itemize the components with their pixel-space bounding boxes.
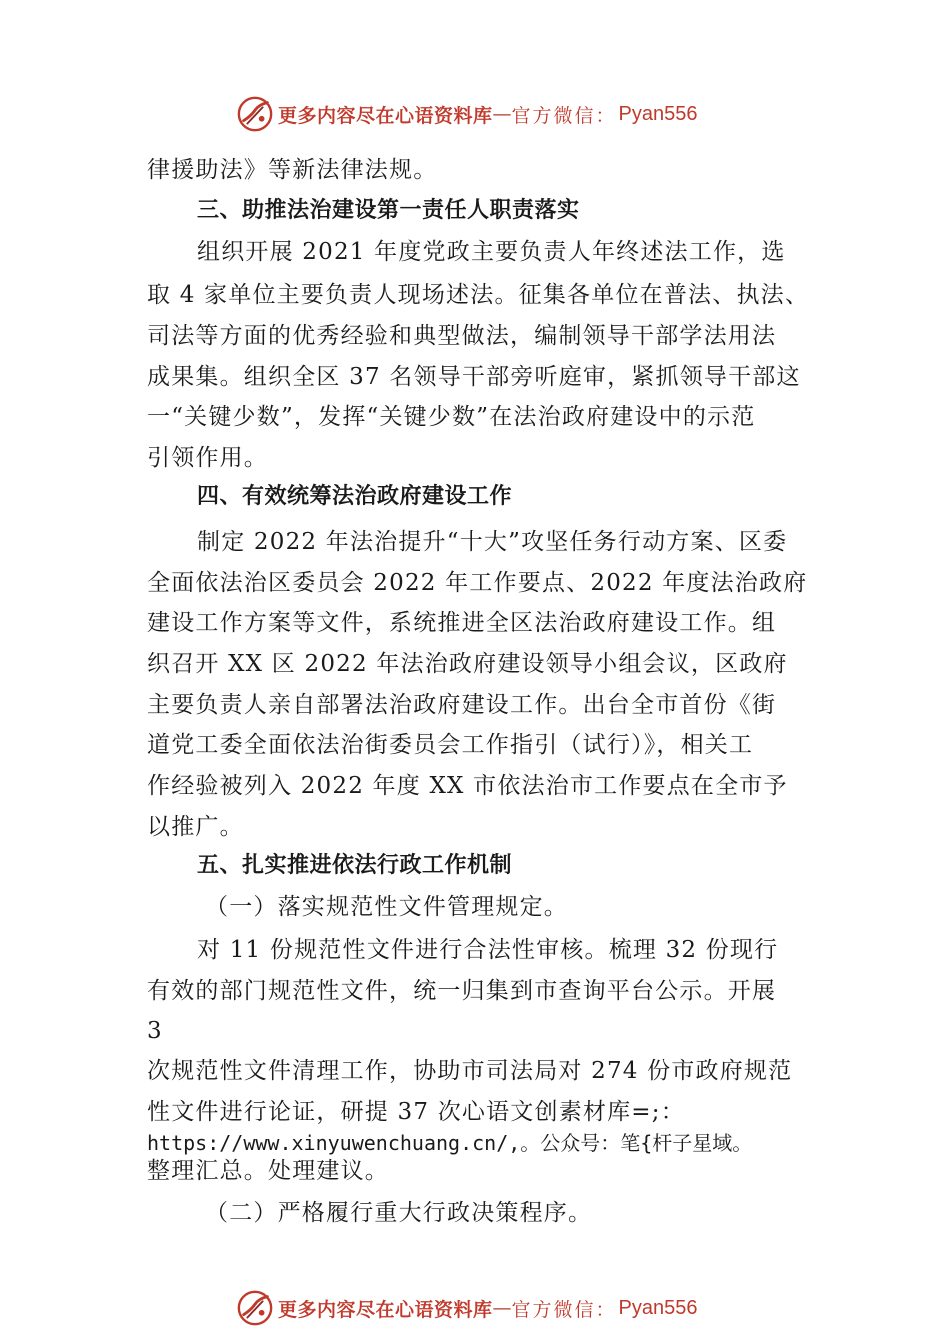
- subsection-heading: （二）严格履行重大行政决策程序。: [205, 1200, 593, 1226]
- text-line: 司法等方面的优秀经验和典型做法，编制领导干部学法用法: [147, 323, 777, 349]
- watermark-header: [236, 94, 698, 134]
- watermark-text: 更多内容尽在心语资料库: [278, 104, 493, 127]
- text-line: 主要负责人亲自部署法治政府建设工作。出台全市首份《街: [147, 692, 777, 718]
- subsection-heading: （一）落实规范性文件管理规定。: [205, 894, 568, 920]
- watermark-id: Pyan556: [618, 1296, 698, 1319]
- text-line: 成果集。组织全区 37 名领导干部旁听庭审，紧抓领导干部这: [147, 364, 801, 390]
- text-line: 以推广。: [147, 814, 244, 840]
- text-line: 3: [147, 1018, 163, 1044]
- watermark-dash: —: [492, 103, 512, 125]
- text-line: 制定 2022 年法治提升“十大”攻坚任务行动方案、区委: [197, 529, 788, 555]
- text-line: 织召开 XX 区 2022 年法治政府建设领导小组会议，区政府: [147, 651, 788, 677]
- watermark-label: 官方微信：: [511, 104, 617, 127]
- section-heading-3: 三、助推法治建设第一责任人职责落实: [197, 198, 580, 223]
- watermark-logo-icon: [236, 95, 274, 133]
- text-line: 建设工作方案等文件，系统推进全区法治政府建设工作。组: [147, 610, 777, 636]
- watermark-dash: —: [492, 1297, 512, 1319]
- watermark-logo-icon: [236, 1289, 274, 1327]
- text-line: 有效的部门规范性文件，统一归集到市查询平台公示。开展: [147, 978, 777, 1004]
- watermark-id: Pyan556: [618, 102, 698, 125]
- text-line: 作经验被列入 2022 年度 XX 市依法治市工作要点在全市予: [147, 773, 788, 799]
- text-line: 引领作用。: [147, 445, 268, 471]
- text-line: 全面依法治区委员会 2022 年工作要点、2022 年度法治政府: [147, 570, 808, 596]
- text-line: 对 11 份规范性文件进行合法性审核。梳理 32 份现行: [197, 937, 779, 963]
- watermark-footer: [236, 1288, 698, 1328]
- text-line: 取 4 家单位主要负责人现场述法。征集各单位在普法、执法、: [147, 282, 810, 308]
- text-line: 性文件进行论证，研提 37 次心语文创素材库=;：: [147, 1099, 685, 1125]
- watermark-label: 官方微信：: [511, 1298, 617, 1321]
- section-heading-5: 五、扎实推进依法行政工作机制: [197, 853, 513, 878]
- text-line: 一“关键少数”，发挥“关键少数”在法治政府建设中的示范: [147, 404, 756, 430]
- text-line: 组织开展 2021 年度党政主要负责人年终述法工作，选: [197, 239, 786, 265]
- text-line: 整理汇总。处理建议。: [147, 1158, 389, 1184]
- watermark-text: 更多内容尽在心语资料库: [278, 1298, 493, 1321]
- text-line: 律援助法》等新法律法规。: [147, 157, 438, 183]
- section-heading-4: 四、有效统筹法治政府建设工作: [197, 484, 513, 509]
- text-line-url: https://www.xinyuwenchuang.cn/,。公众号：笔{杆子星域。: [147, 1131, 753, 1155]
- text-line: 道党工委全面依法治街委员会工作指引（试行）》，相关工: [147, 732, 754, 758]
- text-line: 次规范性文件清理工作，协助市司法局对 274 份市政府规范: [147, 1058, 793, 1084]
